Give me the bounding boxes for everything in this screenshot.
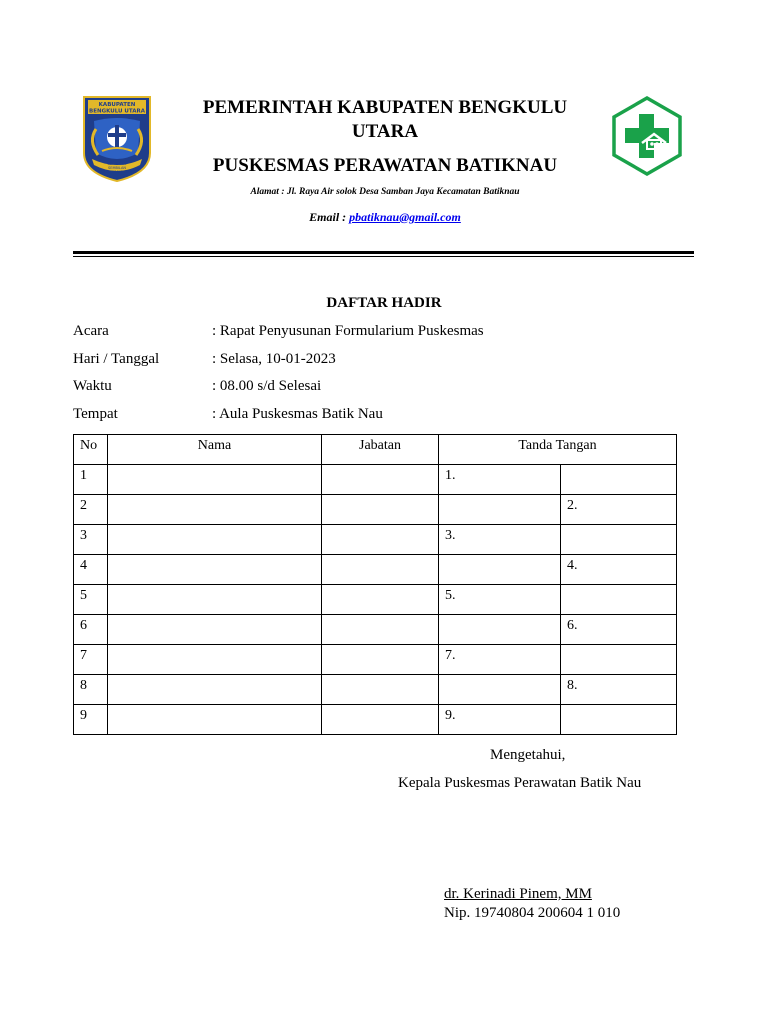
logo-text-region: BENGKULU UTARA [89,108,145,115]
table-row [74,495,677,525]
signer-name: dr. Kerinadi Pinem, MM [444,886,592,902]
row-no: 6 [74,615,108,645]
row-signature-left [439,495,561,525]
row-nama-cell[interactable] [108,585,322,615]
info-label-waktu: Waktu [73,378,112,394]
row-nama-cell[interactable] [108,525,322,555]
header-tanda-tangan: Tanda Tangan [439,435,677,465]
puskesmas-logo [612,96,682,176]
row-no: 4 [74,555,108,585]
row-no: 1 [74,465,108,495]
row-signature-left: 3. [439,525,561,555]
row-signature-right [561,585,677,615]
row-jabatan-cell[interactable] [322,585,439,615]
signer-nip: Nip. 19740804 200604 1 010 [444,905,621,921]
row-signature-right [561,465,677,495]
row-signature-right [561,645,677,675]
kabupaten-logo [80,95,154,183]
government-name-line1: PEMERINTAH KABUPATEN BENGKULU [202,97,568,118]
row-jabatan-cell[interactable] [322,555,439,585]
row-signature-left: 7. [439,645,561,675]
row-nama-cell[interactable] [108,555,322,585]
row-jabatan-cell[interactable] [322,465,439,495]
table-row [74,465,677,495]
info-label-tempat: Tempat [73,406,118,422]
logo-text-motto: PERSATUAN BANGSA [98,170,136,174]
row-nama-cell[interactable] [108,465,322,495]
row-signature-left [439,555,561,585]
row-jabatan-cell[interactable] [322,495,439,525]
table-row [74,645,677,675]
email-label: Email : [309,210,347,224]
email-link[interactable]: pbatiknau@gmail.com [349,210,461,224]
header-no: No [74,435,108,465]
row-no: 2 [74,495,108,525]
logo-text-bengkulu: BENGKULU [107,162,127,166]
info-label-tanggal: Hari / Tanggal [73,351,160,367]
table-header-row [74,435,677,465]
info-value-acara: : Rapat Penyusunan Formularium Puskesmas [212,323,484,339]
row-nama-cell[interactable] [108,615,322,645]
row-signature-right: 6. [561,615,677,645]
row-no: 5 [74,585,108,615]
row-nama-cell[interactable] [108,705,322,735]
attendance-table [73,434,677,735]
row-signature-left [439,675,561,705]
row-signature-left: 1. [439,465,561,495]
row-no: 9 [74,705,108,735]
row-signature-left: 9. [439,705,561,735]
table-row [74,705,677,735]
row-signature-right [561,705,677,735]
header-divider-thin [73,256,694,257]
row-signature-left [439,615,561,645]
row-no: 8 [74,675,108,705]
signer-position: Kepala Puskesmas Perawatan Batik Nau [398,775,642,791]
row-signature-right: 8. [561,675,677,705]
government-name-line2: UTARA [351,121,419,142]
row-nama-cell[interactable] [108,645,322,675]
row-nama-cell[interactable] [108,675,322,705]
row-signature-right [561,525,677,555]
table-row [74,555,677,585]
row-jabatan-cell[interactable] [322,675,439,705]
row-no: 3 [74,525,108,555]
row-nama-cell[interactable] [108,495,322,525]
row-jabatan-cell[interactable] [322,615,439,645]
table-row [74,525,677,555]
logo-text-sembilan: SEMBILAN [108,166,126,170]
row-signature-left: 5. [439,585,561,615]
header-jabatan: Jabatan [322,435,439,465]
info-value-tempat: : Aula Puskesmas Batik Nau [212,406,383,422]
row-signature-right: 4. [561,555,677,585]
puskesmas-name: PUSKESMAS PERAWATAN BATIKNAU [212,155,558,176]
row-jabatan-cell[interactable] [322,645,439,675]
address: Alamat : Jl. Raya Air solok Desa Samban Jaya Kecamatan Batiknau [250,187,520,197]
document-title: DAFTAR HADIR [326,295,442,311]
info-label-acara: Acara [73,323,109,339]
table-row [74,615,677,645]
header-nama: Nama [108,435,322,465]
email-line [170,210,600,225]
table-row [74,585,677,615]
acknowledgement: Mengetahui, [490,747,566,763]
header-divider-thick [73,251,694,254]
row-jabatan-cell[interactable] [322,525,439,555]
row-jabatan-cell[interactable] [322,705,439,735]
table-row [74,675,677,705]
row-no: 7 [74,645,108,675]
info-value-tanggal: : Selasa, 10-01-2023 [212,351,336,367]
logo-text-kabupaten: KABUPATEN [98,102,136,108]
info-value-waktu: : 08.00 s/d Selesai [212,378,322,394]
row-signature-right: 2. [561,495,677,525]
